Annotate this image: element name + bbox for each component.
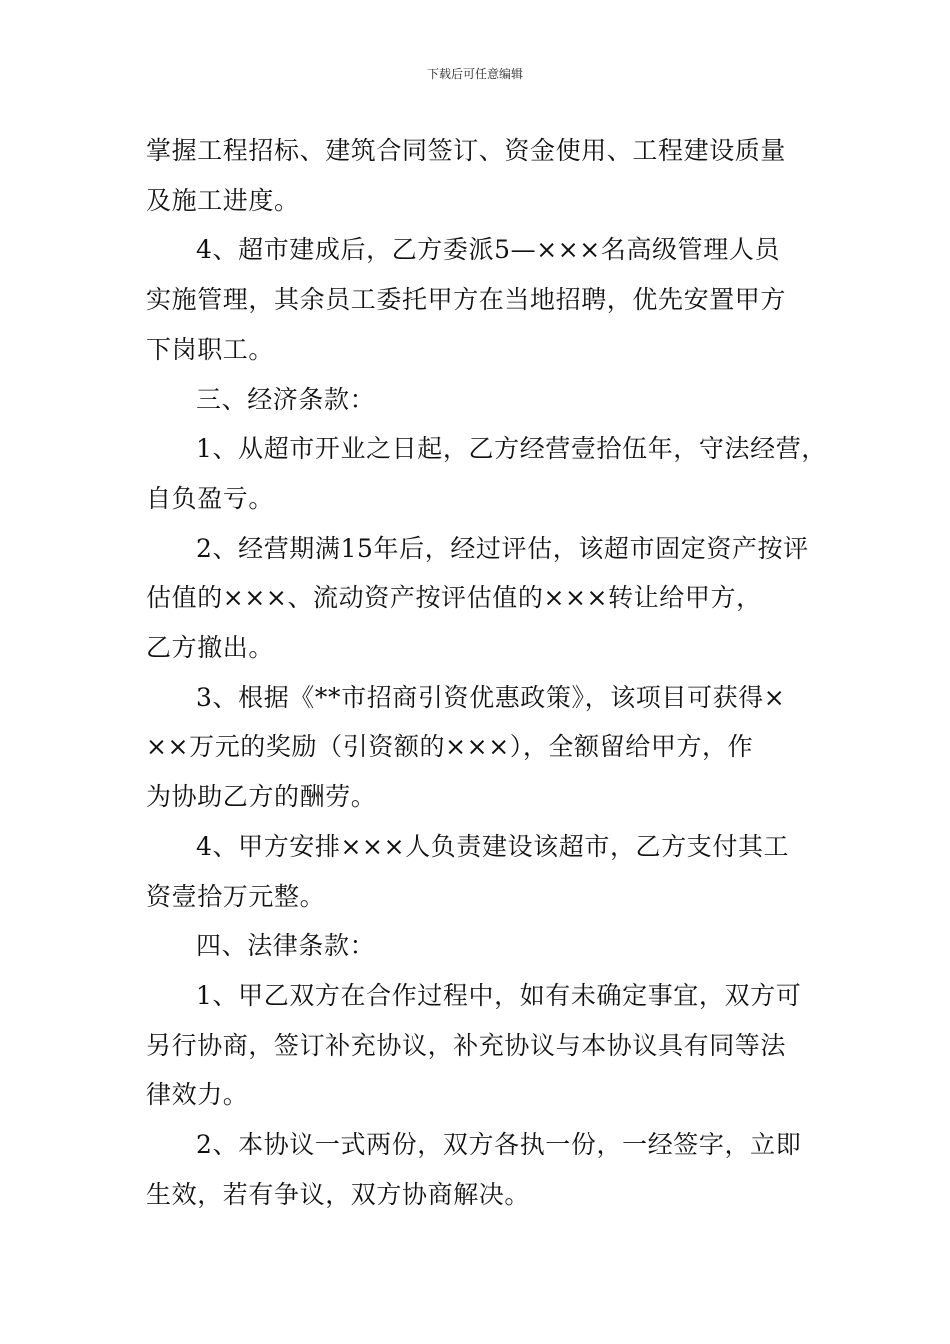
- paragraph-1-line-2: 及施工进度。: [146, 185, 300, 215]
- paragraph-6: [146, 673, 814, 822]
- paragraph-2-line-3: 下岗职工。: [146, 334, 275, 364]
- paragraph-6-line-3: 为协助乙方的酬劳。: [146, 782, 377, 812]
- section-heading-economic-terms-text: 三、经济条款：: [196, 384, 376, 414]
- paragraph-4-line-1: 1、从超市开业之日起，乙方经营壹拾伍年，守法经营，: [196, 434, 827, 464]
- section-heading-legal-terms: [146, 921, 814, 971]
- section-heading-economic-terms: [146, 375, 814, 425]
- page-header-note: 下载后可任意编辑: [426, 67, 523, 81]
- paragraph-6-line-1: 3、根据《**市招商引资优惠政策》，该项目可获得×: [196, 682, 786, 712]
- paragraph-5-line-1: 2、经营期满15年后，经过评估，该超市固定资产按评: [196, 533, 809, 563]
- paragraph-1-line-1: 掌握工程招标、建筑合同签订、资金使用、工程建设质量: [146, 136, 787, 165]
- paragraph-4: [146, 424, 827, 523]
- paragraph-9-line-3: 律效力。: [146, 1080, 249, 1110]
- section-heading-legal-terms-text: 四、法律条款：: [196, 931, 376, 961]
- paragraph-2-line-1: 4、超市建成后，乙方委派5—×××名高级管理人员: [196, 235, 781, 265]
- paragraph-7-line-1: 4、甲方安排×××人负责建设该超市，乙方支付其工: [196, 831, 790, 861]
- paragraph-9-line-1: 1、甲乙双方在合作过程中，如有未确定事宜，双方可: [196, 980, 802, 1010]
- paragraph-6-line-2: ××万元的奖励（引资额的×××），全额留给甲方，作: [146, 732, 754, 762]
- document-body: [146, 126, 827, 1219]
- paragraph-5: [146, 524, 814, 673]
- paragraph-2-line-2: 实施管理，其余员工委托甲方在当地招聘，优先安置甲方: [146, 285, 787, 315]
- paragraph-10-line-2: 生效，若有争议，双方协商解决。: [146, 1179, 531, 1209]
- paragraph-10-line-1: 2、本协议一式两份，双方各执一份，一经签字，立即: [196, 1130, 802, 1160]
- paragraph-4-line-2: 自负盈亏。: [146, 483, 275, 513]
- paragraph-9: [146, 971, 814, 1120]
- paragraph-1: [146, 126, 814, 225]
- paragraph-5-line-2: 估值的×××、流动资产按评估值的×××转让给甲方，: [146, 583, 762, 613]
- paragraph-7-line-2: 资壹拾万元整。: [146, 881, 326, 911]
- paragraph-7: [146, 822, 814, 921]
- paragraph-2: [146, 225, 814, 374]
- paragraph-10: [146, 1120, 814, 1219]
- paragraph-5-line-3: 乙方撤出。: [146, 633, 275, 663]
- paragraph-9-line-2: 另行协商，签订补充协议，补充协议与本协议具有同等法: [146, 1030, 787, 1060]
